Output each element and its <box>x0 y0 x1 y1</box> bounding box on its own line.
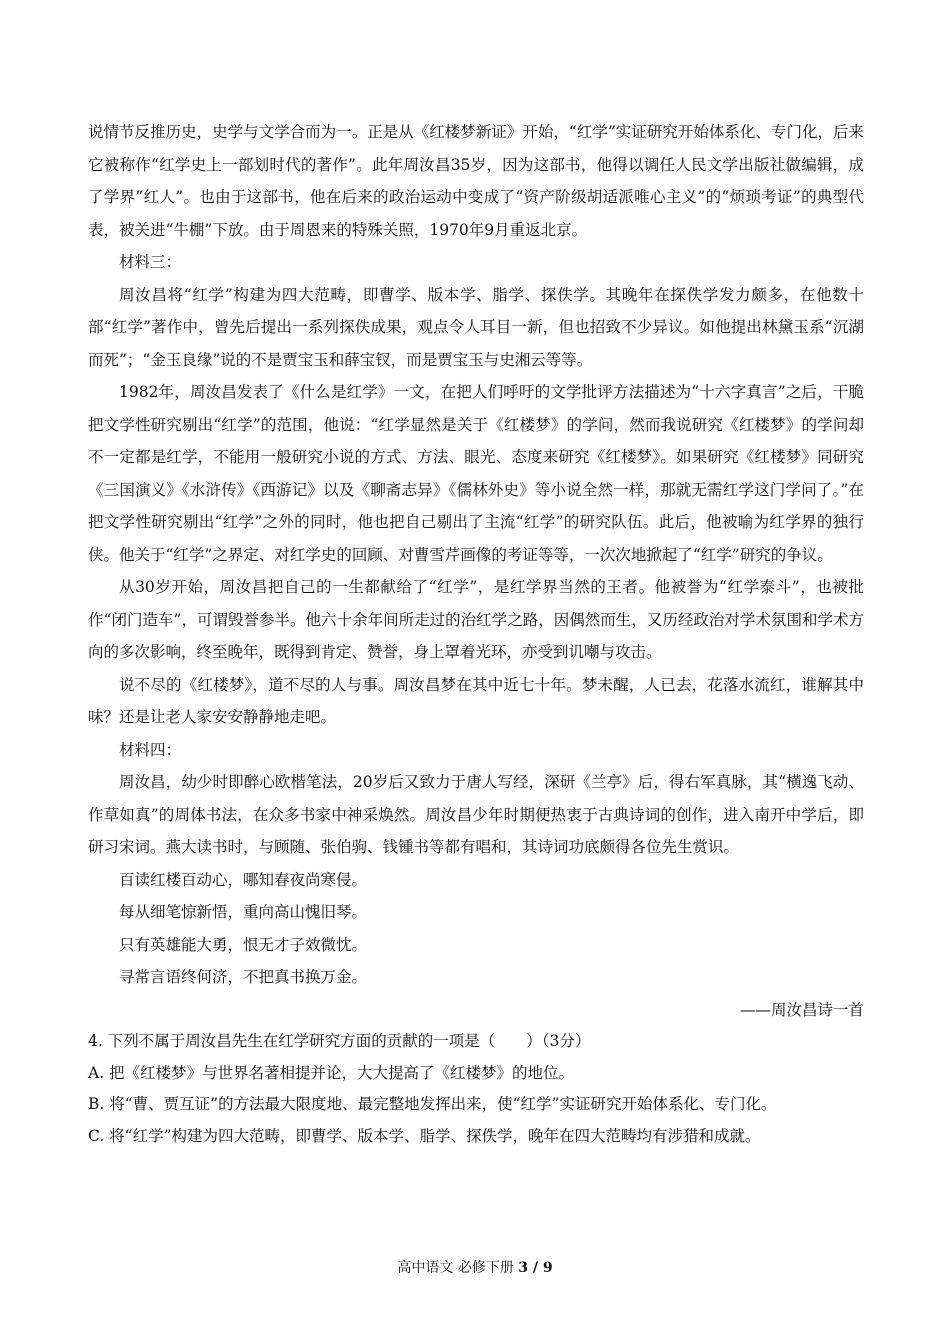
poem-signature: ——周汝昌诗一首 <box>739 1000 864 1019</box>
question-stem: 4. 下列不属于周汝昌先生在红学研究方面的贡献的一项是（ ）（3分） <box>88 1032 591 1050</box>
document-body <box>88 116 864 1152</box>
material-4-label: 材料四： <box>119 740 182 759</box>
footer-subject: 高中语文 必修下册 <box>397 1260 519 1276</box>
paragraph: 1982年，周汝昌发表了《什么是红学》一文，在把人们呼吁的文学批评方法描述为“十六字真言”之后，干脆把文学性研究剔出“红学”的范围，他说：“红学显然是关于《红楼梦》的学问，然而我说研究《红楼梦》的学问却不一定都是红学，不能用一般研究小说的方式、方法、眼光、态度来研究《红楼梦》。如果研究《红楼梦》同研究《三国演义》《水浒传》《西游记》以及《聊斋志异》《儒林外史》等小说全然一样，那就无需红学这门学问了。”在把文学性研究剔出“红学”之外的同时，他也把自己剔出了主流“红学”的研究队伍。此后，他被喻为红学界的独行侠。他关于“红学”之界定、对红学史的回顾、对曹雪芹画像的考证等等，一次次地掀起了“红学”研究的争议。 <box>88 383 864 564</box>
option-a: A. 把《红楼梦》与世界名著相提并论，大大提高了《红楼梦》的地位。 <box>88 1063 575 1082</box>
question-4 <box>88 1026 864 1152</box>
poem <box>88 864 864 994</box>
option-b: B. 将“曹、贾互证”的方法最大限度地、最完整地发挥出来，使“红学”实证研究开始体系化、专门化。 <box>88 1095 777 1113</box>
page-number: 3 / 9 <box>518 1260 553 1276</box>
paragraph: 说不尽的《红楼梦》，道不尽的人与事。周汝昌梦在其中近七十年。梦未醒，人已去，花落水流红，谁解其中味？还是让老人家安安静静地走吧。 <box>88 675 864 726</box>
poem-line: 只有英雄能大勇，恨无才子效微忱。 <box>119 935 368 954</box>
page-footer <box>0 1258 950 1278</box>
paragraph: 说情节反推历史，史学与文学合而为一。正是从《红楼梦新证》开始，“红学”实证研究开始体系化、专门化，后来它被称作“红学史上一部划时代的著作”。此年周汝昌35岁，因为这部书，他得以调任人民文学出版社做编辑，成了学界“红人”。也由于这部书，他在后来的政治运动中变成了“资产阶级胡适派唯心主义”的“烦琐考证”的典型代表，被关进“牛棚”下放。由于周恩来的特殊关照，1970年9月重返北京。 <box>88 123 864 239</box>
paragraph: 从30岁开始，周汝昌把自己的一生都献给了“红学”，是红学界当然的王者。他被誉为“红学泰斗”，也被批作“闭门造车”，可谓毁誉参半。他六十余年间所走过的治红学之路，因偶然而生，又历经政治对学术氛围和学术方向的多次影响，终至晚年，既得到肯定、赞誉，身上罩着光环，亦受到讥嘲与攻击。 <box>88 578 864 661</box>
paragraph: 周汝昌，幼少时即醉心欧楷笔法，20岁后又致力于唐人写经，深研《兰亭》后，得右军真脉，其“横逸飞动、作草如真”的周体书法，在众多书家中神采焕然。周汝昌少年时期便热衷于古典诗词的创作，进入南开中学后，即研习宋词。燕大读书时，与顾随、张伯驹、钱锺书等都有唱和，其诗词功底颇得各位先生赏识。 <box>88 773 864 856</box>
material-3-label: 材料三： <box>119 253 182 271</box>
poem-line: 寻常言语终何济，不把真书换万金。 <box>119 968 368 986</box>
poem-line: 每从细笔惊新悟，重向高山愧旧琴。 <box>119 903 368 921</box>
paragraph: 周汝昌将“红学”构建为四大范畴，即曹学、版本学、脂学、探佚学。其晚年在探佚学发力颇多，在他数十部“红学”著作中，曾先后提出一系列探佚成果，观点令人耳目一新，但也招致不少异议。如他提出林黛玉系“沉湖而死”；“金玉良缘”说的不是贾宝玉和薛宝钗，而是贾宝玉与史湘云等等。 <box>88 285 864 369</box>
option-c: C. 将“红学”构建为四大范畴，即曹学、版本学、脂学、探佚学，晚年在四大范畴均有涉猎和成就。 <box>88 1126 761 1145</box>
poem-line: 百读红楼百动心，哪知春夜尚寒侵。 <box>119 870 368 889</box>
